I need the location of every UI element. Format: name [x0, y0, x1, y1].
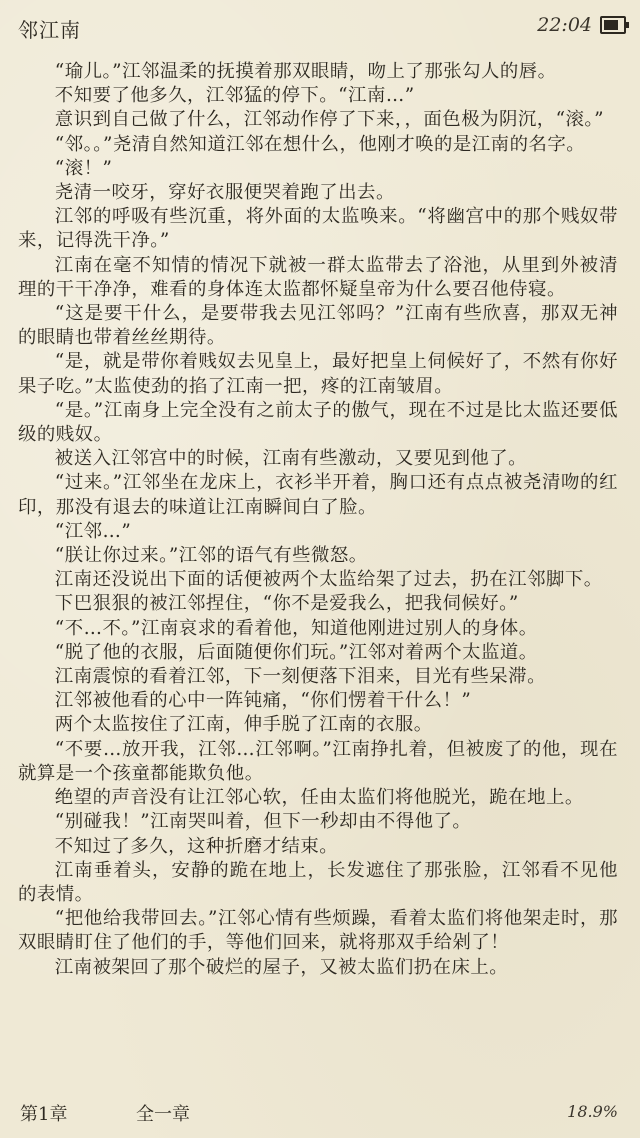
paragraph: “把他给我带回去。”江邻心情有些烦躁，看着太监们将他架走时，那双眼睛盯住了他们的手，等他们回来，就将那双手给剁了！	[18, 908, 618, 954]
paragraph: 江邻被他看的心中一阵钝痛，“你们愣着干什么！”	[54, 690, 472, 712]
chapter-number[interactable]: 第1章	[20, 1104, 68, 1125]
paragraph: 江南震惊的看着江邻，下一刻便落下泪来，目光有些呆滞。	[54, 666, 546, 688]
paragraph: “是，就是带你着贱奴去见皇上，最好把皇上伺候好了，不然有你好果子吃。”太监使劲的掐了江南一把，疼的江南皱眉。	[18, 351, 618, 397]
paragraph: 下巴狠狠的被江邻捏住，“你不是爱我么，把我伺候好。”	[54, 593, 519, 615]
paragraph: “不要…放开我，江邻…江邻啊。”江南挣扎着，但被废了的他，现在就算是一个孩童都能欺负他。	[18, 738, 618, 784]
paragraph: 被送入江邻宫中的时候，江南有些激动，又要见到他了。	[54, 448, 528, 470]
paragraph: 意识到自己做了什么，江邻动作停了下来，，面色极为阴沉，“滚。”	[54, 109, 605, 131]
paragraph: “滚！”	[54, 157, 113, 179]
chapter-name[interactable]: 全一章	[136, 1104, 190, 1125]
paragraph: “瑜儿。”江邻温柔的抚摸着那双眼睛，吻上了那张勾人的唇。	[54, 61, 557, 82]
battery-icon	[600, 16, 626, 34]
paragraph: “是。”江南身上完全没有之前太子的傲气，现在不过是比太监还要低级的贱奴。	[18, 399, 618, 446]
paragraph: 不知要了他多久，江邻猛的停下。“江南…”	[54, 85, 415, 107]
battery-level-fill	[604, 20, 618, 30]
paragraph: “朕让你过来。”江邻的语气有些微怒。	[54, 545, 368, 567]
status-area	[537, 14, 626, 36]
paragraph: 江南还没说出下面的话便被两个太监给架了过去，扔在江邻脚下。	[54, 569, 603, 591]
paragraph: “不…不。”江南哀求的看着他，知道他刚进过别人的身体。	[54, 617, 538, 639]
paragraph: “脱了他的衣服，后面随便你们玩。”江邻对着两个太监道。	[54, 641, 538, 663]
reader-header	[18, 10, 626, 44]
paragraph: 两个太监按住了江南，伸手脱了江南的衣服。	[54, 714, 433, 736]
paragraph: “邻。。”尧清自然知道江邻在想什么，他刚才唤的是江南的名字。	[54, 133, 586, 155]
paragraph: 绝望的声音没有让江邻心软，任由太监们将他脱光，跪在地上。	[54, 787, 584, 809]
paragraph: “这是要干什么，是要带我去见江邻吗？”江南有些欣喜，那双无神的眼睛也带着丝丝期待。	[18, 303, 618, 349]
paragraph: “过来。”江邻坐在龙床上，衣衫半开着，胸口还有点点被尧清吻的红印，那没有退去的味道让江南瞬间白了脸。	[18, 472, 618, 518]
reading-progress: 18.9%	[567, 1102, 618, 1121]
paragraph: 江南在毫不知情的情况下就被一群太监带去了浴池，从里到外被清理的干干净净，难看的身体连太监都怀疑皇帝为什么要召他侍寝。	[18, 254, 618, 300]
paragraph: 不知过了多久，这种折磨才结束。	[54, 835, 339, 857]
chapter-text[interactable]	[18, 60, 618, 980]
paragraph: “别碰我！”江南哭叫着，但下一秒却由不得他了。	[54, 811, 472, 833]
paragraph: “江邻…”	[54, 520, 132, 542]
paragraph: 江南垂着头，安静的跪在地上，长发遮住了那张脸，江邻看不见他的表情。	[18, 859, 618, 905]
battery-cap	[626, 22, 629, 28]
paragraph: 江邻的呼吸有些沉重，将外面的太监唤来。“将幽宫中的那个贱奴带来，记得洗干净。”	[18, 206, 618, 252]
clock: 22:04	[537, 14, 592, 36]
reader-footer	[20, 1100, 618, 1130]
paragraph: 江南被架回了那个破烂的屋子，又被太监们扔在床上。	[54, 956, 509, 978]
book-title: 邻江南	[18, 18, 81, 42]
paragraph: 尧清一咬牙，穿好衣服便哭着跑了出去。	[54, 182, 395, 204]
